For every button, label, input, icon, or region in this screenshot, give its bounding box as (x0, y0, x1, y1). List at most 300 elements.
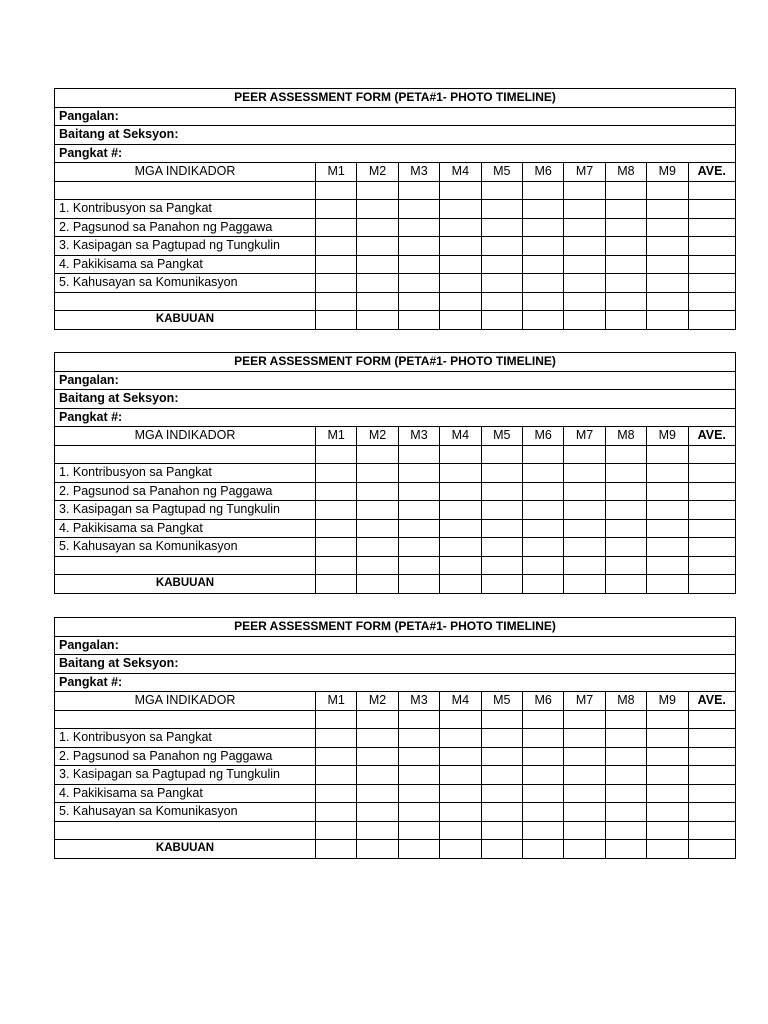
score-cell-average[interactable] (688, 747, 736, 766)
score-cell-m9[interactable] (647, 575, 688, 594)
score-cell-m5[interactable] (481, 464, 522, 483)
indicator-label: 4. Pakikisama sa Pangkat (55, 255, 316, 274)
score-cell-m5[interactable] (481, 821, 522, 840)
score-cell-m4[interactable] (440, 237, 481, 256)
score-cell-m1[interactable] (316, 181, 357, 200)
score-cell-m1[interactable] (316, 784, 357, 803)
score-cell-m5[interactable] (481, 501, 522, 520)
score-cell-m8[interactable] (605, 519, 646, 538)
score-cell-m9[interactable] (647, 237, 688, 256)
score-cell-m1[interactable] (316, 274, 357, 293)
score-cell-m8[interactable] (605, 311, 646, 330)
score-cell-m6[interactable] (522, 710, 563, 729)
score-cell-m4[interactable] (440, 311, 481, 330)
score-cell-m7[interactable] (564, 237, 605, 256)
indicator-label: 4. Pakikisama sa Pangkat (55, 784, 316, 803)
score-cell-m9[interactable] (647, 181, 688, 200)
score-cell-m7[interactable] (564, 311, 605, 330)
name-field[interactable] (55, 107, 736, 126)
score-cell-average[interactable] (688, 784, 736, 803)
score-cell-m3[interactable] (398, 501, 439, 520)
score-cell-m4[interactable] (440, 821, 481, 840)
indicator-row (55, 237, 736, 256)
score-cell-m7[interactable] (564, 255, 605, 274)
blank-row (55, 292, 736, 311)
score-cell-m4[interactable] (440, 538, 481, 557)
score-cell-m4[interactable] (440, 482, 481, 501)
score-cell-m2[interactable] (357, 255, 398, 274)
score-cell-m2[interactable] (357, 747, 398, 766)
score-cell-m8[interactable] (605, 556, 646, 575)
score-cell-average[interactable] (688, 200, 736, 219)
score-cell-m5[interactable] (481, 766, 522, 785)
score-cell-m4[interactable] (440, 729, 481, 748)
header-row (55, 427, 736, 446)
score-cell-m6[interactable] (522, 218, 563, 237)
score-cell-m7[interactable] (564, 501, 605, 520)
score-cell-m9[interactable] (647, 445, 688, 464)
score-cell-m6[interactable] (522, 556, 563, 575)
score-cell-m4[interactable] (440, 255, 481, 274)
score-cell-m3[interactable] (398, 237, 439, 256)
score-cell-m5[interactable] (481, 519, 522, 538)
indicator-row (55, 729, 736, 748)
score-cell-m9[interactable] (647, 200, 688, 219)
score-cell-m8[interactable] (605, 784, 646, 803)
score-cell-m6[interactable] (522, 200, 563, 219)
indicator-label: 2. Pagsunod sa Panahon ng Paggawa (55, 747, 316, 766)
score-cell-m6[interactable] (522, 766, 563, 785)
score-cell-m2[interactable] (357, 482, 398, 501)
score-cell-m3[interactable] (398, 292, 439, 311)
score-cell-m9[interactable] (647, 311, 688, 330)
score-cell-m9[interactable] (647, 538, 688, 557)
score-cell-average[interactable] (688, 218, 736, 237)
score-cell-average[interactable] (688, 821, 736, 840)
score-cell-m5[interactable] (481, 784, 522, 803)
score-cell-m2[interactable] (357, 840, 398, 859)
score-cell-m9[interactable] (647, 464, 688, 483)
score-cell-m2[interactable] (357, 575, 398, 594)
score-cell-m3[interactable] (398, 710, 439, 729)
score-cell-m4[interactable] (440, 575, 481, 594)
score-cell-m1[interactable] (316, 311, 357, 330)
score-cell-m1[interactable] (316, 766, 357, 785)
score-cell-m1[interactable] (316, 821, 357, 840)
score-cell-m7[interactable] (564, 445, 605, 464)
score-cell-m3[interactable] (398, 464, 439, 483)
score-cell-average[interactable] (688, 445, 736, 464)
score-cell-m8[interactable] (605, 200, 646, 219)
indicator-label: 3. Kasipagan sa Pagtupad ng Tungkulin (55, 501, 316, 520)
score-cell-m4[interactable] (440, 766, 481, 785)
score-cell-m6[interactable] (522, 311, 563, 330)
score-cell-m6[interactable] (522, 482, 563, 501)
score-cell-m8[interactable] (605, 747, 646, 766)
score-cell-m6[interactable] (522, 729, 563, 748)
member-header-m5: M5 (481, 427, 522, 446)
score-cell-m3[interactable] (398, 274, 439, 293)
score-cell-m4[interactable] (440, 445, 481, 464)
score-cell-m5[interactable] (481, 237, 522, 256)
indicator-row (55, 519, 736, 538)
score-cell-m3[interactable] (398, 766, 439, 785)
score-cell-m1[interactable] (316, 255, 357, 274)
score-cell-average[interactable] (688, 538, 736, 557)
score-cell-m1[interactable] (316, 538, 357, 557)
score-cell-m2[interactable] (357, 292, 398, 311)
score-cell-m1[interactable] (316, 729, 357, 748)
score-cell-m5[interactable] (481, 255, 522, 274)
score-cell-m2[interactable] (357, 821, 398, 840)
score-cell-m8[interactable] (605, 575, 646, 594)
score-cell-m3[interactable] (398, 840, 439, 859)
grade-section-field-row (55, 126, 736, 145)
assessment-table (54, 88, 736, 330)
score-cell-m8[interactable] (605, 237, 646, 256)
indicator-label: 3. Kasipagan sa Pagtupad ng Tungkulin (55, 237, 316, 256)
score-cell-m5[interactable] (481, 575, 522, 594)
member-header-m7: M7 (564, 163, 605, 182)
score-cell-m6[interactable] (522, 464, 563, 483)
score-cell-average[interactable] (688, 519, 736, 538)
group-number-field-row (55, 408, 736, 427)
score-cell-m9[interactable] (647, 710, 688, 729)
score-cell-m7[interactable] (564, 464, 605, 483)
member-header-m4: M4 (440, 163, 481, 182)
indicator-label: 1. Kontribusyon sa Pangkat (55, 464, 316, 483)
score-cell-m7[interactable] (564, 519, 605, 538)
score-cell-average[interactable] (688, 803, 736, 822)
score-cell-m8[interactable] (605, 274, 646, 293)
score-cell-average[interactable] (688, 729, 736, 748)
score-cell-average[interactable] (688, 274, 736, 293)
score-cell-m1[interactable] (316, 200, 357, 219)
score-cell-m2[interactable] (357, 274, 398, 293)
score-cell-m3[interactable] (398, 181, 439, 200)
score-cell-average[interactable] (688, 556, 736, 575)
score-cell-m4[interactable] (440, 710, 481, 729)
score-cell-m9[interactable] (647, 218, 688, 237)
score-cell-m9[interactable] (647, 556, 688, 575)
score-cell-m7[interactable] (564, 766, 605, 785)
assessment-table (54, 352, 736, 594)
score-cell-m7[interactable] (564, 482, 605, 501)
score-cell-m6[interactable] (522, 821, 563, 840)
score-cell-m8[interactable] (605, 538, 646, 557)
score-cell-m8[interactable] (605, 710, 646, 729)
score-cell-average[interactable] (688, 464, 736, 483)
score-cell-average[interactable] (688, 766, 736, 785)
score-cell-m6[interactable] (522, 255, 563, 274)
group-number-field-label: Pangkat #: (59, 674, 123, 689)
name-field[interactable] (55, 636, 736, 655)
score-cell-m2[interactable] (357, 538, 398, 557)
score-cell-m3[interactable] (398, 575, 439, 594)
score-cell-m9[interactable] (647, 803, 688, 822)
score-cell-m3[interactable] (398, 729, 439, 748)
score-cell-m2[interactable] (357, 519, 398, 538)
score-cell-m8[interactable] (605, 218, 646, 237)
indicator-label: 1. Kontribusyon sa Pangkat (55, 729, 316, 748)
score-cell-m2[interactable] (357, 501, 398, 520)
group-number-field[interactable] (55, 144, 736, 163)
name-field-label: Pangalan: (59, 372, 119, 387)
score-cell-m6[interactable] (522, 501, 563, 520)
score-cell-m5[interactable] (481, 181, 522, 200)
score-cell-m9[interactable] (647, 729, 688, 748)
score-cell-m6[interactable] (522, 747, 563, 766)
score-cell-m7[interactable] (564, 747, 605, 766)
score-cell-m1[interactable] (316, 482, 357, 501)
score-cell-m6[interactable] (522, 519, 563, 538)
score-cell-m6[interactable] (522, 803, 563, 822)
score-cell-m6[interactable] (522, 445, 563, 464)
indicator-label: 5. Kahusayan sa Komunikasyon (55, 538, 316, 557)
score-cell-m2[interactable] (357, 445, 398, 464)
score-cell-m8[interactable] (605, 729, 646, 748)
score-cell-m5[interactable] (481, 292, 522, 311)
score-cell-m6[interactable] (522, 237, 563, 256)
score-cell-m9[interactable] (647, 784, 688, 803)
score-cell-m9[interactable] (647, 255, 688, 274)
score-cell-m4[interactable] (440, 556, 481, 575)
blank-row (55, 821, 736, 840)
score-cell-m4[interactable] (440, 181, 481, 200)
score-cell-m5[interactable] (481, 803, 522, 822)
score-cell-m4[interactable] (440, 840, 481, 859)
score-cell-m5[interactable] (481, 311, 522, 330)
score-cell-m9[interactable] (647, 292, 688, 311)
member-header-m1: M1 (316, 427, 357, 446)
score-cell-m9[interactable] (647, 840, 688, 859)
score-cell-m3[interactable] (398, 519, 439, 538)
score-cell-m1[interactable] (316, 445, 357, 464)
score-cell-m2[interactable] (357, 556, 398, 575)
score-cell-m2[interactable] (357, 729, 398, 748)
score-cell-m3[interactable] (398, 255, 439, 274)
grade-section-field[interactable] (55, 655, 736, 674)
form-title: PEER ASSESSMENT FORM (PETA#1- PHOTO TIMELINE) (55, 353, 736, 372)
group-number-field[interactable] (55, 408, 736, 427)
score-cell-m8[interactable] (605, 445, 646, 464)
score-cell-m8[interactable] (605, 464, 646, 483)
score-cell-m2[interactable] (357, 464, 398, 483)
score-cell-m4[interactable] (440, 200, 481, 219)
score-cell-m1[interactable] (316, 237, 357, 256)
score-cell-m7[interactable] (564, 840, 605, 859)
score-cell-m5[interactable] (481, 482, 522, 501)
score-cell-m3[interactable] (398, 747, 439, 766)
score-cell-average[interactable] (688, 311, 736, 330)
member-header-m1: M1 (316, 163, 357, 182)
score-cell-m9[interactable] (647, 747, 688, 766)
score-cell-m6[interactable] (522, 538, 563, 557)
blank-label-cell (55, 710, 316, 729)
score-cell-m4[interactable] (440, 464, 481, 483)
score-cell-average[interactable] (688, 710, 736, 729)
header-row (55, 692, 736, 711)
score-cell-m5[interactable] (481, 556, 522, 575)
score-cell-m9[interactable] (647, 482, 688, 501)
score-cell-m7[interactable] (564, 200, 605, 219)
score-cell-m3[interactable] (398, 445, 439, 464)
score-cell-m2[interactable] (357, 803, 398, 822)
score-cell-m6[interactable] (522, 181, 563, 200)
score-cell-average[interactable] (688, 292, 736, 311)
score-cell-m1[interactable] (316, 464, 357, 483)
score-cell-m3[interactable] (398, 200, 439, 219)
score-cell-m8[interactable] (605, 766, 646, 785)
score-cell-m2[interactable] (357, 218, 398, 237)
score-cell-m5[interactable] (481, 218, 522, 237)
score-cell-m3[interactable] (398, 784, 439, 803)
score-cell-m2[interactable] (357, 766, 398, 785)
score-cell-average[interactable] (688, 237, 736, 256)
score-cell-m7[interactable] (564, 821, 605, 840)
score-cell-m9[interactable] (647, 766, 688, 785)
score-cell-m3[interactable] (398, 218, 439, 237)
score-cell-m9[interactable] (647, 501, 688, 520)
score-cell-m8[interactable] (605, 840, 646, 859)
score-cell-m8[interactable] (605, 821, 646, 840)
score-cell-m4[interactable] (440, 803, 481, 822)
score-cell-m3[interactable] (398, 482, 439, 501)
name-field-label: Pangalan: (59, 108, 119, 123)
score-cell-m1[interactable] (316, 747, 357, 766)
score-cell-m7[interactable] (564, 538, 605, 557)
score-cell-m5[interactable] (481, 747, 522, 766)
indicator-row (55, 784, 736, 803)
score-cell-m3[interactable] (398, 821, 439, 840)
score-cell-m1[interactable] (316, 519, 357, 538)
score-cell-m2[interactable] (357, 710, 398, 729)
score-cell-m9[interactable] (647, 821, 688, 840)
score-cell-m9[interactable] (647, 519, 688, 538)
score-cell-m4[interactable] (440, 274, 481, 293)
name-field[interactable] (55, 371, 736, 390)
member-header-m7: M7 (564, 692, 605, 711)
indicator-label: 1. Kontribusyon sa Pangkat (55, 200, 316, 219)
score-cell-m8[interactable] (605, 482, 646, 501)
score-cell-m4[interactable] (440, 218, 481, 237)
score-cell-m5[interactable] (481, 445, 522, 464)
score-cell-m5[interactable] (481, 710, 522, 729)
grade-section-field-label: Baitang at Seksyon: (59, 391, 179, 406)
score-cell-m1[interactable] (316, 575, 357, 594)
score-cell-m2[interactable] (357, 237, 398, 256)
score-cell-m1[interactable] (316, 501, 357, 520)
score-cell-m3[interactable] (398, 803, 439, 822)
score-cell-m8[interactable] (605, 181, 646, 200)
blank-label-cell (55, 556, 316, 575)
score-cell-average[interactable] (688, 840, 736, 859)
indicator-row (55, 255, 736, 274)
score-cell-m7[interactable] (564, 575, 605, 594)
member-header-m4: M4 (440, 692, 481, 711)
score-cell-m3[interactable] (398, 556, 439, 575)
indicator-row (55, 200, 736, 219)
score-cell-m7[interactable] (564, 729, 605, 748)
title-row (55, 89, 736, 108)
average-header: AVE. (688, 163, 736, 182)
score-cell-m5[interactable] (481, 200, 522, 219)
score-cell-m7[interactable] (564, 784, 605, 803)
form-title: PEER ASSESSMENT FORM (PETA#1- PHOTO TIMELINE) (55, 618, 736, 637)
grade-section-field-label: Baitang at Seksyon: (59, 127, 179, 142)
score-cell-m6[interactable] (522, 274, 563, 293)
indicator-row (55, 803, 736, 822)
score-cell-average[interactable] (688, 501, 736, 520)
score-cell-m6[interactable] (522, 575, 563, 594)
score-cell-m8[interactable] (605, 255, 646, 274)
score-cell-m4[interactable] (440, 292, 481, 311)
score-cell-average[interactable] (688, 575, 736, 594)
score-cell-m6[interactable] (522, 840, 563, 859)
score-cell-m2[interactable] (357, 784, 398, 803)
score-cell-m3[interactable] (398, 538, 439, 557)
score-cell-m8[interactable] (605, 803, 646, 822)
score-cell-m1[interactable] (316, 556, 357, 575)
score-cell-m5[interactable] (481, 274, 522, 293)
grade-section-field[interactable] (55, 390, 736, 409)
score-cell-m1[interactable] (316, 218, 357, 237)
score-cell-m2[interactable] (357, 200, 398, 219)
score-cell-m7[interactable] (564, 556, 605, 575)
score-cell-m5[interactable] (481, 538, 522, 557)
score-cell-m4[interactable] (440, 501, 481, 520)
score-cell-average[interactable] (688, 255, 736, 274)
score-cell-m7[interactable] (564, 710, 605, 729)
score-cell-m5[interactable] (481, 729, 522, 748)
score-cell-m1[interactable] (316, 292, 357, 311)
score-cell-m7[interactable] (564, 803, 605, 822)
score-cell-m1[interactable] (316, 710, 357, 729)
score-cell-m3[interactable] (398, 311, 439, 330)
member-header-m8: M8 (605, 163, 646, 182)
score-cell-m1[interactable] (316, 803, 357, 822)
average-header: AVE. (688, 427, 736, 446)
score-cell-average[interactable] (688, 181, 736, 200)
score-cell-m7[interactable] (564, 181, 605, 200)
score-cell-m4[interactable] (440, 784, 481, 803)
score-cell-m7[interactable] (564, 292, 605, 311)
score-cell-m4[interactable] (440, 519, 481, 538)
score-cell-m2[interactable] (357, 181, 398, 200)
score-cell-m2[interactable] (357, 311, 398, 330)
group-number-field-label: Pangkat #: (59, 145, 123, 160)
indicator-row (55, 218, 736, 237)
score-cell-m4[interactable] (440, 747, 481, 766)
score-cell-m1[interactable] (316, 840, 357, 859)
grade-section-field[interactable] (55, 126, 736, 145)
average-header: AVE. (688, 692, 736, 711)
score-cell-m7[interactable] (564, 218, 605, 237)
score-cell-m9[interactable] (647, 274, 688, 293)
score-cell-m5[interactable] (481, 840, 522, 859)
score-cell-m7[interactable] (564, 274, 605, 293)
indicator-row (55, 747, 736, 766)
indicator-row (55, 464, 736, 483)
score-cell-m6[interactable] (522, 784, 563, 803)
blank-label-cell (55, 445, 316, 464)
member-header-m5: M5 (481, 163, 522, 182)
score-cell-m8[interactable] (605, 292, 646, 311)
group-number-field[interactable] (55, 673, 736, 692)
score-cell-m8[interactable] (605, 501, 646, 520)
score-cell-average[interactable] (688, 482, 736, 501)
score-cell-m6[interactable] (522, 292, 563, 311)
